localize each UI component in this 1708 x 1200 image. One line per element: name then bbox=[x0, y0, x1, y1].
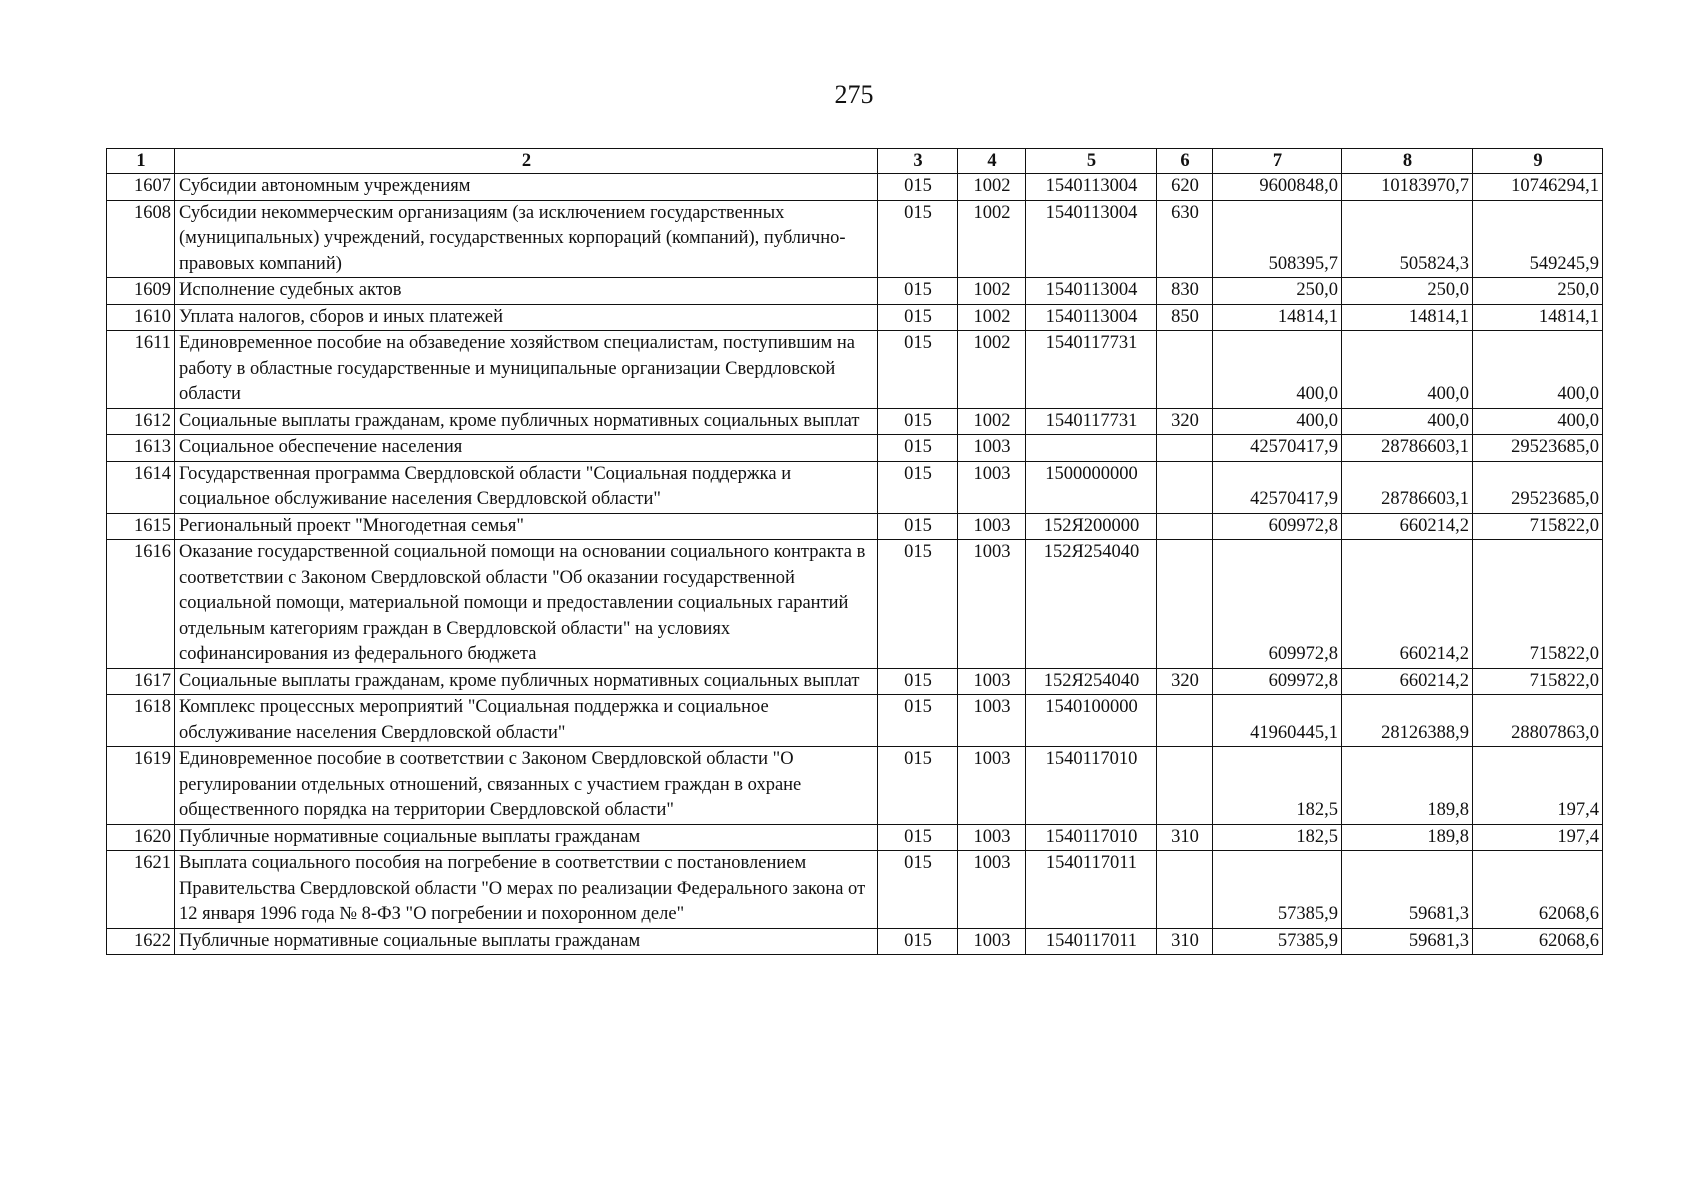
row-name-cell: Единовременное пособие в соответствии с Законом Свердловской области "О регулировании отдельных отношений, связанных с участием граждан в охране общественного порядка на территории Свердловской области" bbox=[175, 747, 878, 825]
row-col3-cell: 015 bbox=[878, 278, 958, 305]
row-col9-amount: 29523685,0 bbox=[1473, 461, 1603, 513]
header-col-4: 4 bbox=[958, 149, 1026, 174]
table-row bbox=[107, 851, 1603, 929]
table-row bbox=[107, 278, 1603, 305]
row-col5-cell: 1540113004 bbox=[1026, 278, 1157, 305]
table-body bbox=[107, 174, 1603, 955]
row-number-cell: 1607 bbox=[107, 174, 175, 201]
row-col6-cell bbox=[1157, 435, 1213, 462]
row-col9-amount: 250,0 bbox=[1473, 278, 1603, 305]
row-col9-amount: 549245,9 bbox=[1473, 200, 1603, 278]
row-col6-cell bbox=[1157, 513, 1213, 540]
row-col5-cell: 1500000000 bbox=[1026, 461, 1157, 513]
row-col7-amount: 508395,7 bbox=[1213, 200, 1342, 278]
row-name-cell: Комплекс процессных мероприятий "Социальная поддержка и социальное обслуживание населения Свердловской области" bbox=[175, 695, 878, 747]
row-col7-amount: 9600848,0 bbox=[1213, 174, 1342, 201]
row-col5-cell: 1540117011 bbox=[1026, 928, 1157, 955]
row-col5-cell: 1540117731 bbox=[1026, 331, 1157, 409]
row-col9-amount: 197,4 bbox=[1473, 747, 1603, 825]
row-col4-cell: 1003 bbox=[958, 540, 1026, 669]
row-name-cell: Социальные выплаты гражданам, кроме публичных нормативных социальных выплат bbox=[175, 408, 878, 435]
row-name-cell: Региональный проект "Многодетная семья" bbox=[175, 513, 878, 540]
row-col7-amount: 609972,8 bbox=[1213, 540, 1342, 669]
row-col7-amount: 42570417,9 bbox=[1213, 461, 1342, 513]
table-row bbox=[107, 331, 1603, 409]
row-col8-amount: 28786603,1 bbox=[1342, 435, 1473, 462]
row-col9-amount: 715822,0 bbox=[1473, 540, 1603, 669]
row-col3-cell: 015 bbox=[878, 200, 958, 278]
table-row bbox=[107, 928, 1603, 955]
row-number-cell: 1618 bbox=[107, 695, 175, 747]
row-col9-amount: 715822,0 bbox=[1473, 668, 1603, 695]
row-number-cell: 1620 bbox=[107, 824, 175, 851]
header-col-2: 2 bbox=[175, 149, 878, 174]
row-name-cell: Субсидии некоммерческим организациям (за исключением государственных (муниципальных) учреждений, государственных корпораций (компаний), публично-правовых компаний) bbox=[175, 200, 878, 278]
row-col6-cell bbox=[1157, 747, 1213, 825]
row-col8-amount: 660214,2 bbox=[1342, 540, 1473, 669]
row-col7-amount: 609972,8 bbox=[1213, 668, 1342, 695]
row-col9-amount: 28807863,0 bbox=[1473, 695, 1603, 747]
row-col3-cell: 015 bbox=[878, 540, 958, 669]
table-row bbox=[107, 200, 1603, 278]
row-col4-cell: 1003 bbox=[958, 461, 1026, 513]
row-col3-cell: 015 bbox=[878, 304, 958, 331]
row-col5-cell bbox=[1026, 435, 1157, 462]
row-col5-cell: 1540113004 bbox=[1026, 174, 1157, 201]
row-number-cell: 1617 bbox=[107, 668, 175, 695]
row-col5-cell: 1540117010 bbox=[1026, 747, 1157, 825]
row-col5-cell: 1540113004 bbox=[1026, 200, 1157, 278]
row-name-cell: Социальные выплаты гражданам, кроме публичных нормативных социальных выплат bbox=[175, 668, 878, 695]
row-col6-cell bbox=[1157, 331, 1213, 409]
row-col6-cell: 310 bbox=[1157, 928, 1213, 955]
row-col7-amount: 42570417,9 bbox=[1213, 435, 1342, 462]
row-col9-amount: 197,4 bbox=[1473, 824, 1603, 851]
row-col6-cell bbox=[1157, 540, 1213, 669]
row-col3-cell: 015 bbox=[878, 668, 958, 695]
table-row bbox=[107, 695, 1603, 747]
row-col3-cell: 015 bbox=[878, 461, 958, 513]
table-row bbox=[107, 304, 1603, 331]
row-number-cell: 1613 bbox=[107, 435, 175, 462]
header-col-9: 9 bbox=[1473, 149, 1603, 174]
row-col4-cell: 1003 bbox=[958, 668, 1026, 695]
table-row bbox=[107, 513, 1603, 540]
row-col4-cell: 1002 bbox=[958, 278, 1026, 305]
row-name-cell: Единовременное пособие на обзаведение хозяйством специалистам, поступившим на работу в областные государственные и муниципальные организации Свердловской области bbox=[175, 331, 878, 409]
row-col4-cell: 1003 bbox=[958, 928, 1026, 955]
row-col3-cell: 015 bbox=[878, 747, 958, 825]
row-col3-cell: 015 bbox=[878, 928, 958, 955]
row-col8-amount: 400,0 bbox=[1342, 408, 1473, 435]
row-col5-cell: 152Я254040 bbox=[1026, 540, 1157, 669]
row-name-cell: Государственная программа Свердловской области "Социальная поддержка и социальное обслуживание населения Свердловской области" bbox=[175, 461, 878, 513]
header-col-5: 5 bbox=[1026, 149, 1157, 174]
table-row bbox=[107, 408, 1603, 435]
row-name-cell: Уплата налогов, сборов и иных платежей bbox=[175, 304, 878, 331]
row-name-cell: Публичные нормативные социальные выплаты гражданам bbox=[175, 928, 878, 955]
row-name-cell: Субсидии автономным учреждениям bbox=[175, 174, 878, 201]
row-number-cell: 1622 bbox=[107, 928, 175, 955]
row-col4-cell: 1003 bbox=[958, 435, 1026, 462]
row-col3-cell: 015 bbox=[878, 435, 958, 462]
page-number: 275 bbox=[834, 80, 874, 109]
row-number-cell: 1614 bbox=[107, 461, 175, 513]
row-name-cell: Исполнение судебных актов bbox=[175, 278, 878, 305]
row-col9-amount: 62068,6 bbox=[1473, 851, 1603, 929]
row-col4-cell: 1003 bbox=[958, 851, 1026, 929]
row-col8-amount: 505824,3 bbox=[1342, 200, 1473, 278]
row-col7-amount: 609972,8 bbox=[1213, 513, 1342, 540]
table-header-row bbox=[107, 149, 1603, 174]
row-col5-cell: 1540117731 bbox=[1026, 408, 1157, 435]
row-col8-amount: 250,0 bbox=[1342, 278, 1473, 305]
row-col4-cell: 1002 bbox=[958, 200, 1026, 278]
row-col8-amount: 59681,3 bbox=[1342, 851, 1473, 929]
row-col8-amount: 28786603,1 bbox=[1342, 461, 1473, 513]
row-col3-cell: 015 bbox=[878, 824, 958, 851]
row-col4-cell: 1002 bbox=[958, 408, 1026, 435]
row-col5-cell: 1540113004 bbox=[1026, 304, 1157, 331]
row-number-cell: 1609 bbox=[107, 278, 175, 305]
row-col4-cell: 1003 bbox=[958, 747, 1026, 825]
row-col8-amount: 189,8 bbox=[1342, 747, 1473, 825]
row-col6-cell: 630 bbox=[1157, 200, 1213, 278]
row-col8-amount: 59681,3 bbox=[1342, 928, 1473, 955]
row-col9-amount: 715822,0 bbox=[1473, 513, 1603, 540]
row-number-cell: 1615 bbox=[107, 513, 175, 540]
row-col6-cell: 850 bbox=[1157, 304, 1213, 331]
budget-table bbox=[106, 148, 1603, 955]
row-col5-cell: 1540117011 bbox=[1026, 851, 1157, 929]
header-col-1: 1 bbox=[107, 149, 175, 174]
row-number-cell: 1616 bbox=[107, 540, 175, 669]
table-row bbox=[107, 747, 1603, 825]
row-col5-cell: 152Я254040 bbox=[1026, 668, 1157, 695]
row-number-cell: 1619 bbox=[107, 747, 175, 825]
row-col6-cell: 830 bbox=[1157, 278, 1213, 305]
row-col4-cell: 1002 bbox=[958, 174, 1026, 201]
row-name-cell: Социальное обеспечение населения bbox=[175, 435, 878, 462]
row-name-cell: Оказание государственной социальной помощи на основании социального контракта в соответствии с Законом Свердловской области "Об оказании государственной социальной помощи, материальной помощи и предоставлении социальных гарантий отдельным категориям граждан в Свердловской области" на условиях софинансирования из федерального бюджета bbox=[175, 540, 878, 669]
row-col5-cell: 152Я200000 bbox=[1026, 513, 1157, 540]
row-col4-cell: 1002 bbox=[958, 304, 1026, 331]
header-col-6: 6 bbox=[1157, 149, 1213, 174]
row-col3-cell: 015 bbox=[878, 174, 958, 201]
header-col-3: 3 bbox=[878, 149, 958, 174]
header-col-7: 7 bbox=[1213, 149, 1342, 174]
table-row bbox=[107, 174, 1603, 201]
row-col7-amount: 41960445,1 bbox=[1213, 695, 1342, 747]
row-col6-cell bbox=[1157, 695, 1213, 747]
row-name-cell: Публичные нормативные социальные выплаты гражданам bbox=[175, 824, 878, 851]
table-row bbox=[107, 461, 1603, 513]
row-number-cell: 1612 bbox=[107, 408, 175, 435]
row-col8-amount: 28126388,9 bbox=[1342, 695, 1473, 747]
row-col6-cell: 320 bbox=[1157, 408, 1213, 435]
row-name-cell: Выплата социального пособия на погребение в соответствии с постановлением Правительства Свердловской области "О мерах по реализации Федерального закона от 12 января 1996 года № 8-ФЗ "О погребении и похоронном деле" bbox=[175, 851, 878, 929]
row-col7-amount: 14814,1 bbox=[1213, 304, 1342, 331]
row-col4-cell: 1003 bbox=[958, 824, 1026, 851]
row-col8-amount: 14814,1 bbox=[1342, 304, 1473, 331]
row-col7-amount: 400,0 bbox=[1213, 331, 1342, 409]
row-col3-cell: 015 bbox=[878, 513, 958, 540]
row-col9-amount: 400,0 bbox=[1473, 331, 1603, 409]
row-col9-amount: 400,0 bbox=[1473, 408, 1603, 435]
row-col6-cell: 320 bbox=[1157, 668, 1213, 695]
row-number-cell: 1621 bbox=[107, 851, 175, 929]
row-col9-amount: 62068,6 bbox=[1473, 928, 1603, 955]
row-col7-amount: 57385,9 bbox=[1213, 851, 1342, 929]
row-col6-cell: 310 bbox=[1157, 824, 1213, 851]
row-col8-amount: 660214,2 bbox=[1342, 668, 1473, 695]
row-col8-amount: 189,8 bbox=[1342, 824, 1473, 851]
row-number-cell: 1608 bbox=[107, 200, 175, 278]
table-row bbox=[107, 824, 1603, 851]
row-col4-cell: 1003 bbox=[958, 513, 1026, 540]
row-col7-amount: 182,5 bbox=[1213, 824, 1342, 851]
row-col8-amount: 400,0 bbox=[1342, 331, 1473, 409]
row-col9-amount: 14814,1 bbox=[1473, 304, 1603, 331]
row-col6-cell bbox=[1157, 461, 1213, 513]
row-col7-amount: 57385,9 bbox=[1213, 928, 1342, 955]
row-col7-amount: 250,0 bbox=[1213, 278, 1342, 305]
table-row bbox=[107, 668, 1603, 695]
row-number-cell: 1610 bbox=[107, 304, 175, 331]
row-col7-amount: 182,5 bbox=[1213, 747, 1342, 825]
row-col5-cell: 1540117010 bbox=[1026, 824, 1157, 851]
row-number-cell: 1611 bbox=[107, 331, 175, 409]
table-row bbox=[107, 435, 1603, 462]
row-col4-cell: 1003 bbox=[958, 695, 1026, 747]
table-row bbox=[107, 540, 1603, 669]
row-col5-cell: 1540100000 bbox=[1026, 695, 1157, 747]
row-col9-amount: 10746294,1 bbox=[1473, 174, 1603, 201]
row-col3-cell: 015 bbox=[878, 695, 958, 747]
row-col4-cell: 1002 bbox=[958, 331, 1026, 409]
row-col8-amount: 660214,2 bbox=[1342, 513, 1473, 540]
row-col3-cell: 015 bbox=[878, 851, 958, 929]
header-col-8: 8 bbox=[1342, 149, 1473, 174]
row-col6-cell: 620 bbox=[1157, 174, 1213, 201]
row-col3-cell: 015 bbox=[878, 408, 958, 435]
row-col9-amount: 29523685,0 bbox=[1473, 435, 1603, 462]
row-col3-cell: 015 bbox=[878, 331, 958, 409]
row-col8-amount: 10183970,7 bbox=[1342, 174, 1473, 201]
row-col6-cell bbox=[1157, 851, 1213, 929]
row-col7-amount: 400,0 bbox=[1213, 408, 1342, 435]
